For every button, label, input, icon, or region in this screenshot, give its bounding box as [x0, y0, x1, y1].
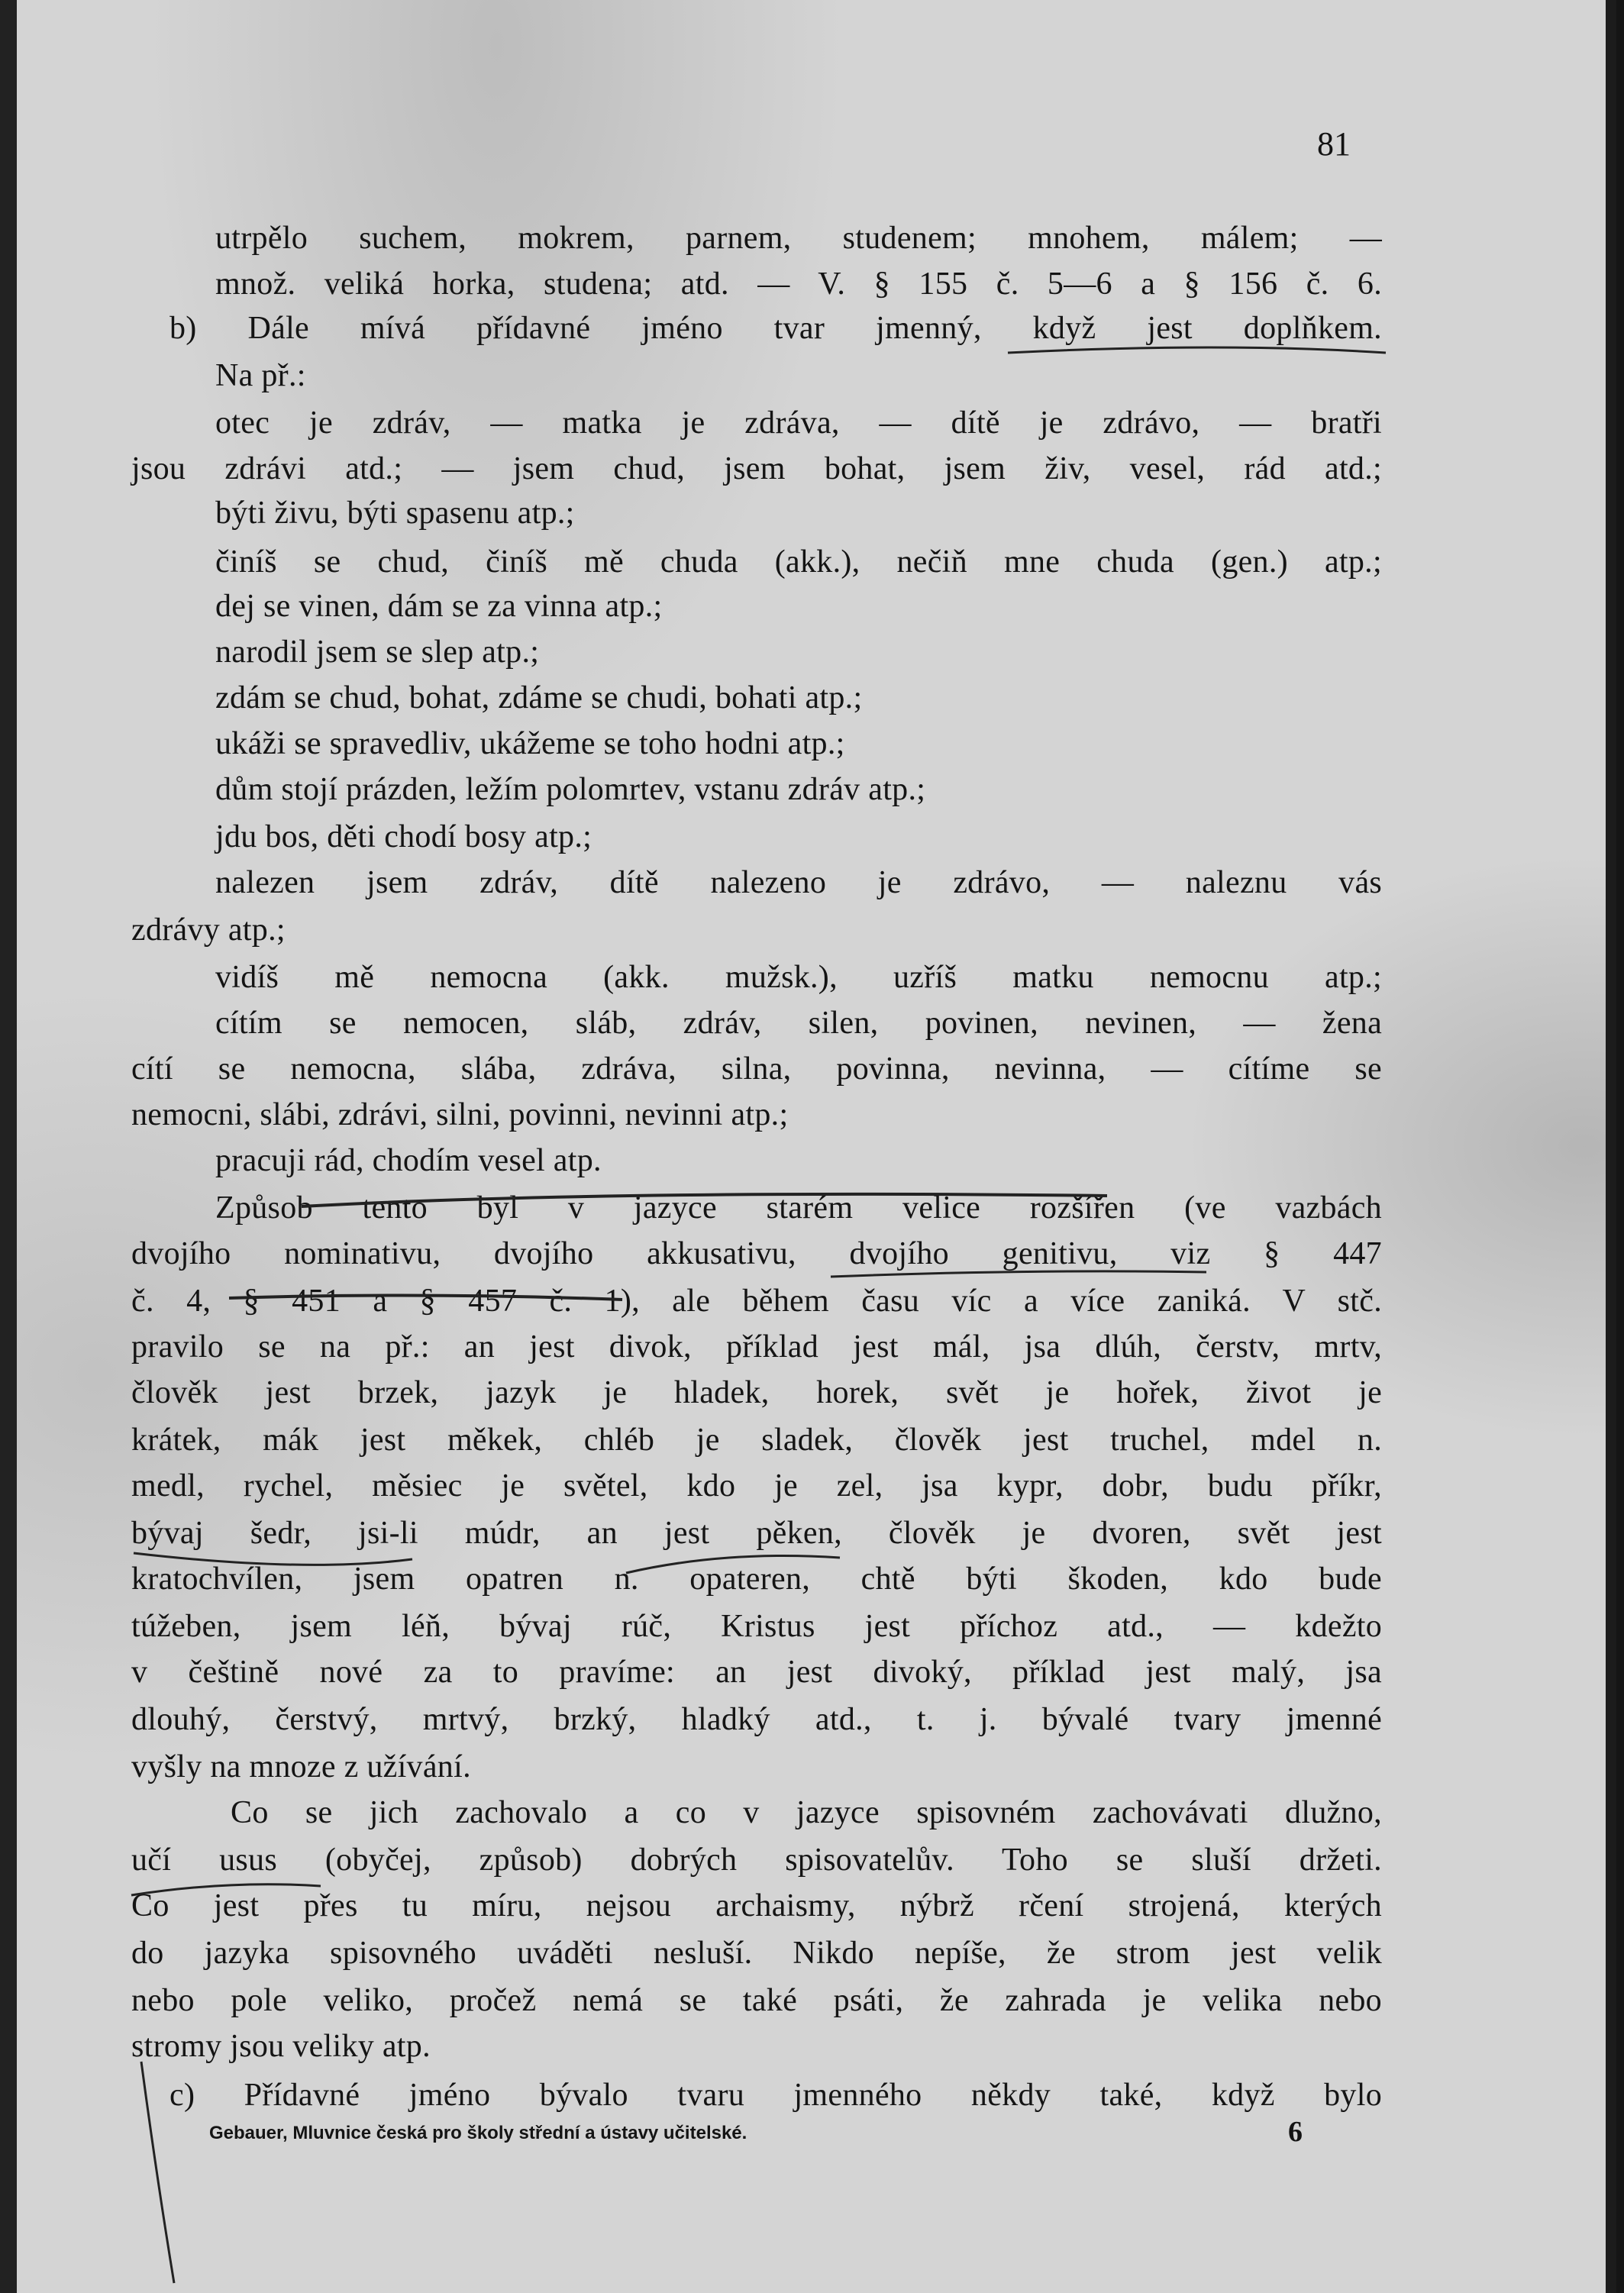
text-line: ukáži se spravedliv, ukážeme se toho hodni atp.;: [215, 726, 845, 761]
text-line: č. 4, § 451 a § 457 č. 1), ale během času víc a více zaniká. V stč.: [131, 1284, 1383, 1319]
text-line: zdrávy atp.;: [131, 912, 286, 948]
text-line: nalezen jsem zdráv, dítě nalezeno je zdrávo, — naleznu vás: [215, 865, 1383, 900]
text-line: Co se jich zachovalo a co v jazyce spisovném zachovávati dlužno,: [231, 1795, 1382, 1830]
signature-number: 6: [1288, 2116, 1303, 2148]
text-line: vyšly na mnoze z užívání.: [131, 1749, 471, 1784]
underline-mark: [131, 1884, 321, 1895]
text-line: v češtině nové za to pravíme: an jest divoký, příklad jest malý, jsa: [131, 1655, 1382, 1690]
page-footer: Gebauer, Mluvnice česká pro školy střední a ústavy učitelské.: [209, 2123, 747, 2143]
text-line: stromy jsou veliky atp.: [131, 2029, 431, 2064]
underline-mark: [134, 1553, 412, 1565]
underline-mark: [1008, 347, 1386, 353]
text-line: vidíš mě nemocna (akk. mužsk.), uzříš matku nemocnu atp.;: [215, 960, 1382, 995]
underline-mark: [831, 1271, 1206, 1277]
text-line: dům stojí prázden, ležím polomrtev, vstanu zdráv atp.;: [215, 772, 926, 807]
text-line: činíš se chud, činíš mě chuda (akk.), nečiň mne chuda (gen.) atp.;: [215, 544, 1382, 580]
strikethrough-line: [229, 1295, 622, 1300]
text-line: medl, rychel, měsiec je světel, kdo je zel, jsa kypr, dobr, budu příkr,: [131, 1468, 1382, 1503]
text-line: dlouhý, čerstvý, mrtvý, brzký, hladký atd., t. j. bývalé tvary jmenné: [131, 1702, 1383, 1737]
text-line: dvojího nominativu, dvojího akkusativu, dvojího genitivu, viz § 447: [131, 1236, 1382, 1271]
text-line: Co jest přes tu míru, nejsou archaismy, nýbrž rčení strojená, kterých: [131, 1888, 1382, 1923]
text-line: Na př.:: [215, 358, 306, 393]
text-line: jdu bos, děti chodí bosy atp.;: [215, 819, 592, 854]
text-line: otec je zdráv, — matka je zdráva, — dítě je zdrávo, — bratři: [215, 405, 1383, 441]
text-line: túžeben, jsem léň, bývaj rúč, Kristus jest příchoz atd., — kdežto: [131, 1609, 1383, 1644]
text-line: c) Přídavné jméno bývalo tvaru jmenného někdy také, když bylo: [170, 2078, 1383, 2113]
text-line: býti živu, býti spasenu atp.;: [215, 496, 575, 531]
text-line: do jazyka spisovného uváděti nesluší. Nikdo nepíše, že strom jest velik: [131, 1936, 1383, 1971]
text-line: nebo pole veliko, pročež nemá se také psáti, že zahrada je velika nebo: [131, 1983, 1382, 2018]
text-line: krátek, mák jest měkek, chléb je sladek, člověk jest truchel, mdel n.: [131, 1423, 1383, 1458]
page-number: 81: [1317, 125, 1351, 163]
text-line: utrpělo suchem, mokrem, parnem, studenem; mnohem, málem; —: [215, 221, 1383, 256]
text-line: pracuji rád, chodím vesel atp.: [215, 1143, 602, 1178]
text-line: jsou zdrávi atd.; — jsem chud, jsem bohat, jsem živ, vesel, rád atd.;: [131, 451, 1383, 486]
margin-line: [141, 2062, 174, 2283]
text-line: učí usus (obyčej, způsob) dobrých spisovatelův. Toho se sluší držeti.: [131, 1842, 1382, 1878]
text-line: Způsob tento byl v jazyce starém velice rozšířen (ve vazbách: [215, 1190, 1382, 1226]
text-line: bývaj šedr, jsi-li múdr, an jest pěken, člověk je dvoren, svět jest: [131, 1516, 1382, 1551]
text-line: člověk jest brzek, jazyk je hladek, horek, svět je hořek, život je: [131, 1375, 1383, 1410]
text-line: cítí se nemocna, slába, zdráva, silna, povinna, nevinna, — cítíme se: [131, 1051, 1382, 1087]
text-line: narodil jsem se slep atp.;: [215, 635, 540, 670]
text-line: kratochvílen, jsem opatren n. opateren, chtě býti škoden, kdo bude: [131, 1562, 1382, 1597]
text-line: zdám se chud, bohat, zdáme se chudi, bohati atp.;: [215, 680, 863, 715]
strikethrough-line: [302, 1194, 1107, 1206]
underline-mark: [626, 1556, 840, 1574]
text-line: pravilo se na př.: an jest divok, příklad jest mál, jsa dlúh, čerstv, mrtv,: [131, 1329, 1383, 1364]
text-line: cítím se nemocen, sláb, zdráv, silen, povinen, nevinen, — žena: [215, 1006, 1383, 1041]
text-line: množ. veliká horka, studena; atd. — V. § 155 č. 5—6 a § 156 č. 6.: [215, 266, 1383, 302]
text-line: nemocni, slábi, zdrávi, silni, povinni, nevinni atp.;: [131, 1097, 789, 1132]
text-line: b) Dále mívá přídavné jméno tvar jmenný, když jest doplňkem.: [170, 311, 1382, 346]
text-line: dej se vinen, dám se za vinna atp.;: [215, 589, 663, 624]
